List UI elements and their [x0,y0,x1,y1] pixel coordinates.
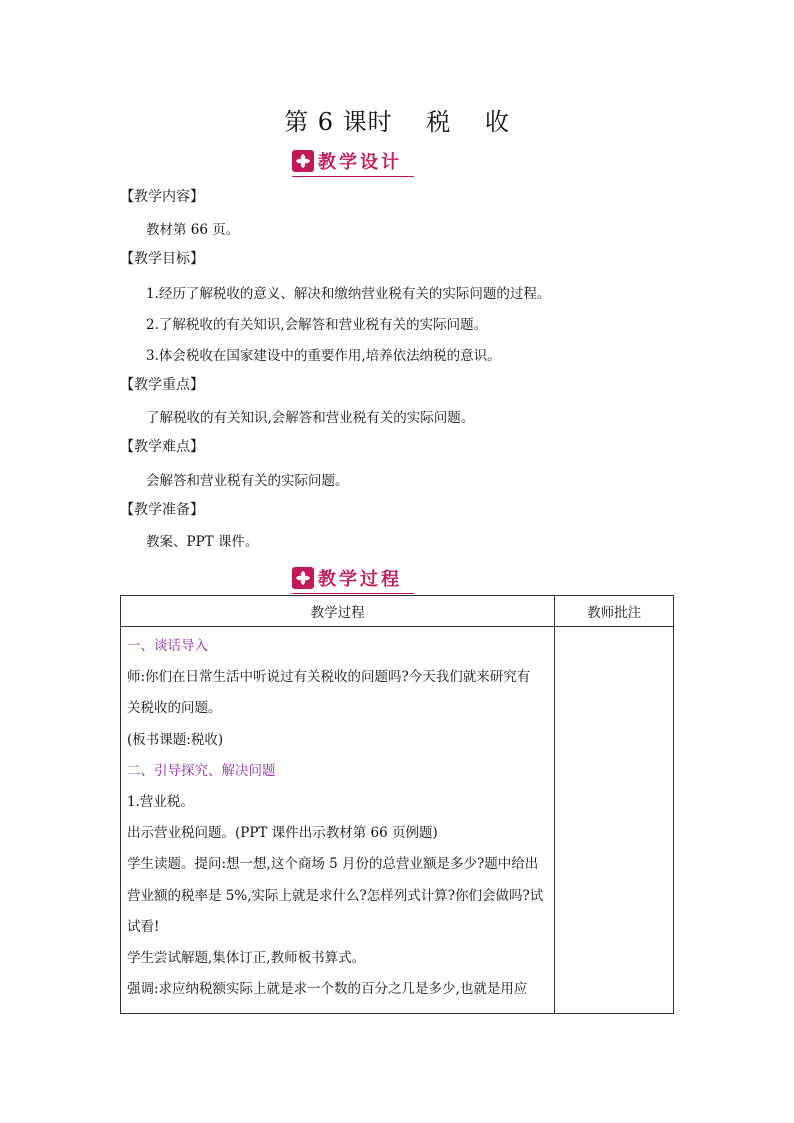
section-heading: 二、引导探究、解决问题 [127,762,276,779]
process-line: (板书课题:税收) [127,731,224,748]
prep-label: 【教学准备】 [120,502,204,518]
prep-text: 教案、PPT 课件。 [146,534,259,550]
header-notes: 教师批注 [555,596,674,627]
banner-underline [292,176,414,177]
table-header-row [121,596,674,627]
flower-icon [292,150,314,172]
process-line: 学生读题。提问:想一想,这个商场 5 月份的总营业额是多少?题中给出 [127,856,539,873]
header-process: 教学过程 [121,596,555,627]
process-line: 关税收的问题。 [127,700,222,717]
process-line: 1.营业税。 [127,794,194,811]
flower-icon [292,567,314,589]
design-banner-label: 教学设计 [318,152,402,173]
process-table [120,595,674,1014]
table-row [121,627,674,1014]
design-banner [292,148,402,174]
difficulty-text: 会解答和营业税有关的实际问题。 [146,473,349,489]
goals-label: 【教学目标】 [120,251,204,267]
process-line: 师:你们在日常生活中听说过有关税收的问题吗?今天我们就来研究有 [127,669,531,686]
key-label: 【教学重点】 [120,377,204,393]
goal-item: 3.体会税收在国家建设中的重要作用,培养依法纳税的意识。 [146,348,501,364]
goal-item: 1.经历了解税收的意义、解决和缴纳营业税有关的实际问题的过程。 [146,286,551,302]
goal-item: 2.了解税收的有关知识,会解答和营业税有关的实际问题。 [146,317,488,333]
key-text: 了解税收的有关知识,会解答和营业税有关的实际问题。 [146,410,475,426]
process-cell [121,627,555,1014]
content-text: 教材第 66 页。 [146,222,240,238]
process-line: 强调:求应纳税额实际上就是求一个数的百分之几是多少,也就是用应 [127,981,528,998]
process-line: 学生尝试解题,集体订正,教师板书算式。 [127,950,366,967]
process-line: 出示营业税问题。(PPT 课件出示教材第 66 页例题) [127,825,438,842]
process-banner-label: 教学过程 [318,569,402,590]
lesson-title: 第 6 课时 税 收 [284,108,510,136]
process-line: 试看! [127,918,160,935]
notes-cell [555,627,674,1014]
content-label: 【教学内容】 [120,189,204,205]
process-line: 营业额的税率是 5%,实际上就是求什么?怎样列式计算?你们会做吗?试 [127,887,544,904]
process-banner [292,565,402,591]
section-heading: 一、谈话导入 [127,638,208,654]
banner-underline [292,593,414,594]
difficulty-label: 【教学难点】 [120,439,204,455]
